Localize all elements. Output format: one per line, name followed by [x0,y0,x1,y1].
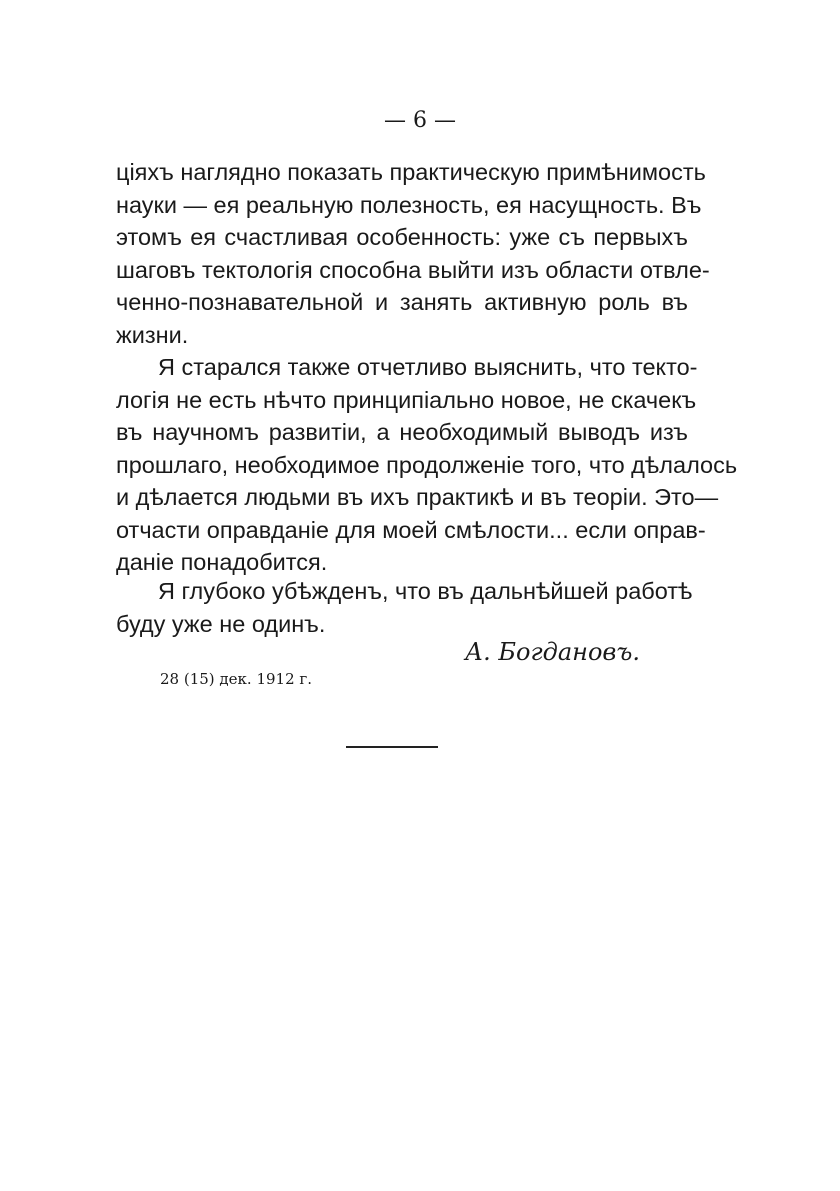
page-number: — 6 — [384,108,456,133]
section-divider [346,746,438,748]
text-line: ченно-познавательной и занять активную роль въ [116,289,688,315]
text-line: науки — ея реальную полезность, ея насущность. Въ [116,191,702,218]
text-line: прошлаго, необходимое продолженіе того, что дѣлалось [116,451,738,478]
text-line: ціяхъ наглядно показать практическую примѣнимость [116,159,706,185]
text-line: шаговъ тектологія способна выйти изъ области отвле- [116,256,710,283]
text-line: даніе понадобится. [116,549,328,575]
text-line: жизни. [116,321,189,348]
text-line: отчасти оправданіе для моей смѣлости... если оправ- [116,516,706,543]
date-line: 28 (15) дек. 1912 г. [160,670,313,688]
paragraph-2 [116,351,738,579]
author-signature: А. Богдановъ. [464,638,640,666]
text-line: Я глубоко убѣжденъ, что въ дальнѣйшей работѣ [158,578,693,604]
text-line: и дѣлается людьми въ ихъ практикѣ и въ теоріи. Это— [116,484,719,510]
paragraph-1 [116,156,710,351]
text-line: Я старался также отчетливо выяснить, что текто- [158,354,698,380]
text-line: буду уже не одинъ. [116,610,326,637]
text-line: этомъ ея счастливая особенность: уже съ первыхъ [116,224,688,250]
text-line: въ научномъ развитіи, а необходимый выводъ изъ [116,419,688,445]
text-line: логія не есть нѣчто принципіально новое, не скачекъ [116,386,697,413]
paragraph-3 [116,575,693,640]
